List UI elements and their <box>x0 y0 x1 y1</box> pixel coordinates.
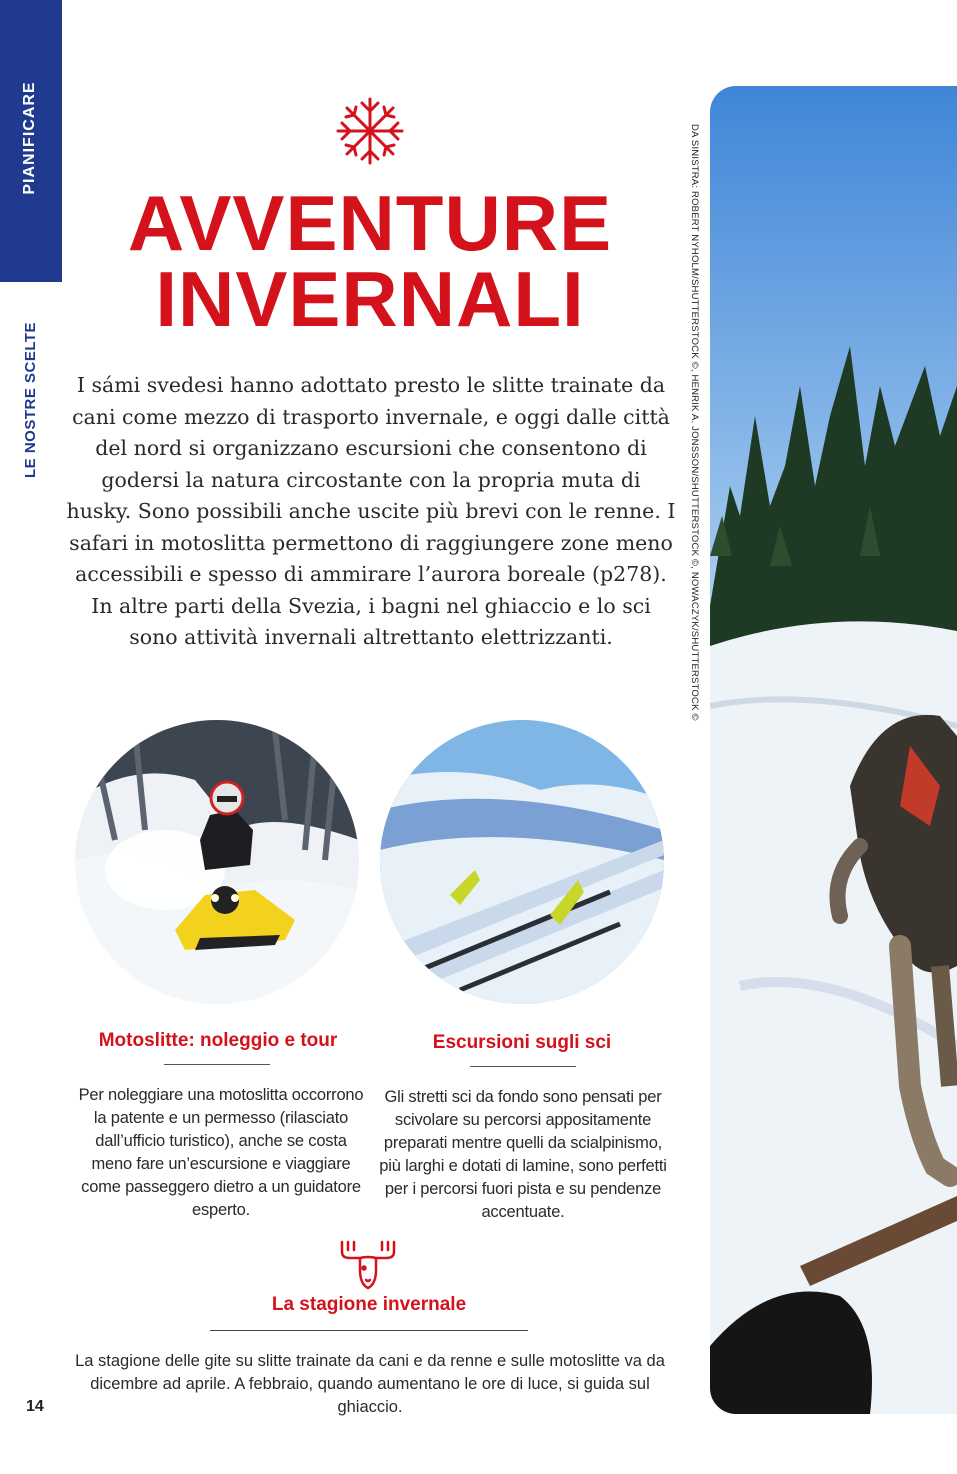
chapter-tab-label: PIANIFICARE <box>21 81 38 195</box>
feature-divider <box>164 1064 270 1065</box>
feature-text-snowmobile: Per noleggiare una motoslitta occorrono la patente e un permesso (rilasciato dall’ufficio turistico), anche se costa meno fare un’escursione e viaggiare come passeggero dietro a un guidatore esperto. <box>78 1086 364 1219</box>
season-divider <box>210 1330 528 1331</box>
season-title: La stagione invernale <box>271 1294 467 1315</box>
feature-title-snowmobile: Motoslitte: noleggio e tour <box>98 1030 338 1051</box>
intro-paragraph: I sámi svedesi hanno adottato presto le slitte trainate da cani come mezzo di trasporto invernale, e oggi dalle città del nord si organizzano escursioni che consentono di godersi la natura circostante con la propria muta di husky. Sono possibili anche uscite più brevi con le renne. I safari in motoslitta permettono di raggiungere zone meno accessibili e spesso di ammirare l’aurora boreale (p278). In altre parti della Svezia, i bagni nel ghiaccio e lo sci sono attività invernali altrettanto elettrizzanti. <box>66 373 676 649</box>
feature-title-ski: Escursioni sugli sci <box>432 1032 612 1053</box>
page-title-line1: AVVENTURE <box>127 179 613 267</box>
page-title-line2: INVERNALI <box>155 255 585 343</box>
chapter-tab <box>0 0 62 282</box>
section-label: LE NOSTRE SCELTE <box>22 321 39 478</box>
moose-icon <box>336 1236 400 1292</box>
page-title <box>60 179 680 343</box>
feature-text-ski: Gli stretti sci da fondo sono pensati per scivolare su percorsi appositamente preparati mentre quelli da scialpinismo, più larghi e dotati di lamine, sono perfetti per i percorsi fuori pista e su pendenze accentuate. <box>379 1088 667 1221</box>
ski-tracks-photo <box>380 720 664 1004</box>
husky-sled-photo <box>710 86 957 1414</box>
page-number: 14 <box>26 1398 44 1415</box>
snowflake-icon <box>334 95 406 167</box>
snowmobile-photo <box>75 720 359 1004</box>
feature-divider <box>470 1066 576 1067</box>
photo-credit: DA SINISTRA: ROBERT NYHOLM/SHUTTERSTOCK ©, HENRIK A. JONSSON/SHUTTERSTOCK ©, NOWACZYK/SHUTTERSTOCK © <box>689 124 700 721</box>
season-text: La stagione delle gite su slitte trainate da cani e da renne e sulle motoslitte va da dicembre ad aprile. A febbraio, quando aumentano le ore di luce, si guida sul ghiaccio. <box>75 1352 665 1416</box>
